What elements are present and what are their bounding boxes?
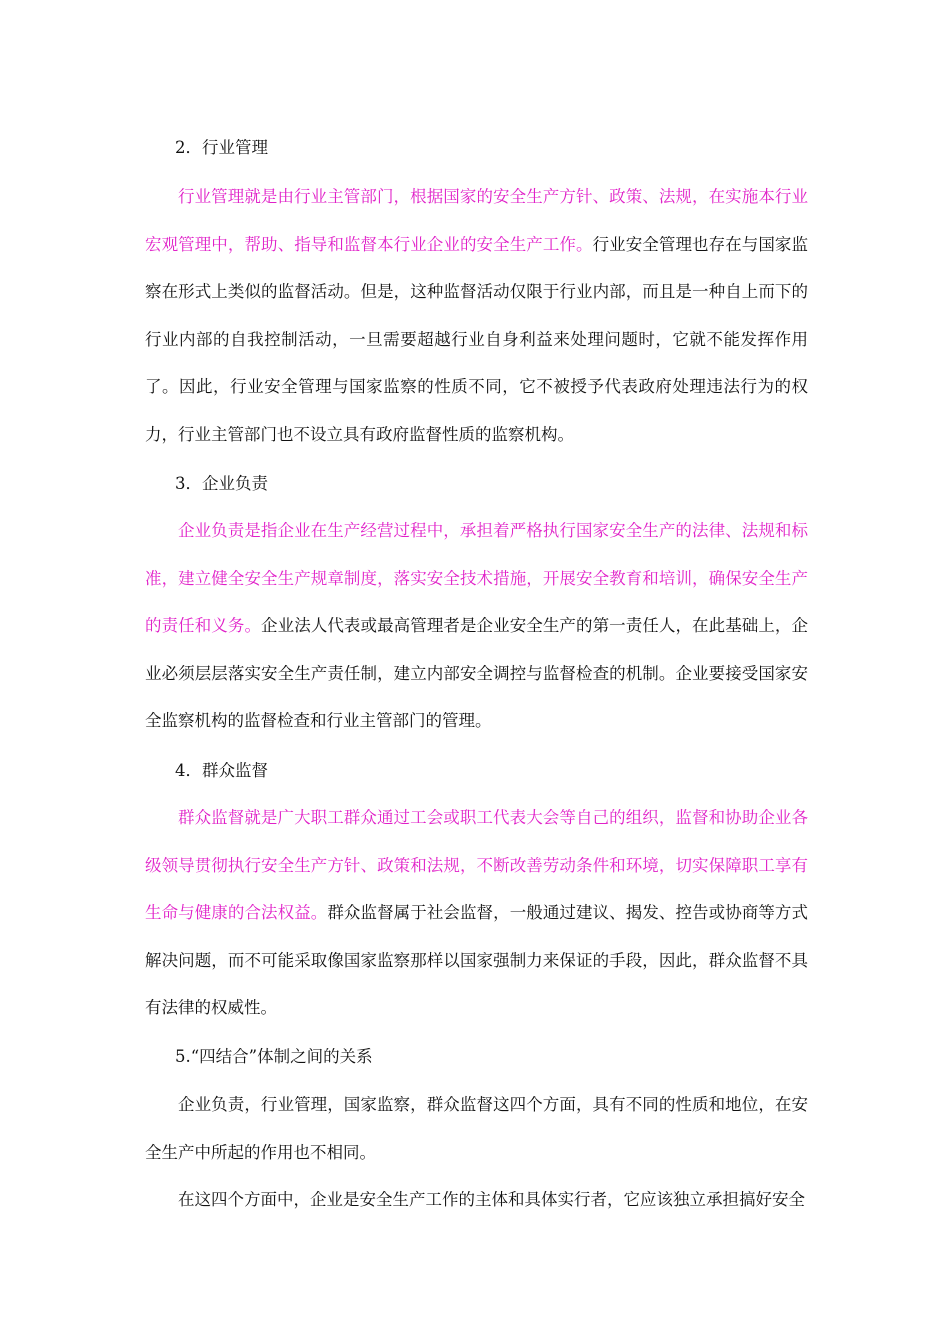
paragraph-industry-management [145, 173, 808, 458]
highlighted-text: 群众监督就是广大职工群众通过工会或职工代表大会等自己的组织，监督和协助企业各级领导贯彻执行安全生产方针、政策和法规，不断改善劳动条件和环境，切实保障职工享有生命与健康的合法权益。 [145, 808, 808, 922]
paragraph-mass-supervision [145, 794, 808, 1032]
body-text: 群众监督属于社会监督，一般通过建议、揭发、控告或协商等方式解决问题，而不可能采取像国家监察那样以国家强制力来保证的手段，因此，群众监督不具有法律的权威性。 [145, 903, 809, 1017]
paragraph-enterprise-subject: 在这四个方面中，企业是安全生产工作的主体和具体实行者，它应该独立承担搞好安全 [178, 1190, 805, 1209]
section-heading-mass-supervision: 4．群众监督 [175, 761, 268, 780]
highlighted-text: 行业管理就是由行业主管部门，根据国家的安全生产方针、政策、法规，在实施本行业宏观管理中，帮助、指导和监督本行业企业的安全生产工作。 [145, 187, 808, 254]
section-heading-industry-management: 2．行业管理 [175, 138, 268, 157]
highlighted-text: 企业负责是指企业在生产经营过程中，承担着严格执行国家安全生产的法律、法规和标准，建立健全安全生产规章制度，落实安全技术措施，开展安全教育和培训，确保安全生产的责任和义务。 [145, 521, 808, 635]
paragraph-enterprise-responsibility [145, 507, 808, 745]
paragraph-four-aspects: 企业负责，行业管理，国家监察，群众监督这四个方面，具有不同的性质和地位，在安全生产中所起的作用也不相同。 [145, 1095, 808, 1162]
section-heading-enterprise-responsibility: 3．企业负责 [175, 474, 268, 493]
section-heading-four-combination: 5.“四结合”体制之间的关系 [175, 1047, 373, 1066]
body-text: 行业安全管理也存在与国家监察在形式上类似的监督活动。但是，这种监督活动仅限于行业内部，而且是一种自上而下的行业内部的自我控制活动，一旦需要超越行业自身利益来处理问题时，它就不能发挥作用了。因此，行业安全管理与国家监察的性质不同，它不被授予代表政府处理违法行为的权力，行业主管部门也不设立具有政府监督性质的监察机构。 [145, 234, 809, 444]
body-text: 企业法人代表或最高管理者是企业安全生产的第一责任人，在此基础上，企业必须层层落实安全生产责任制，建立内部安全调控与监督检查的机制。企业要接受国家安全监察机构的监督检查和行业主管部门的管理。 [145, 616, 809, 730]
